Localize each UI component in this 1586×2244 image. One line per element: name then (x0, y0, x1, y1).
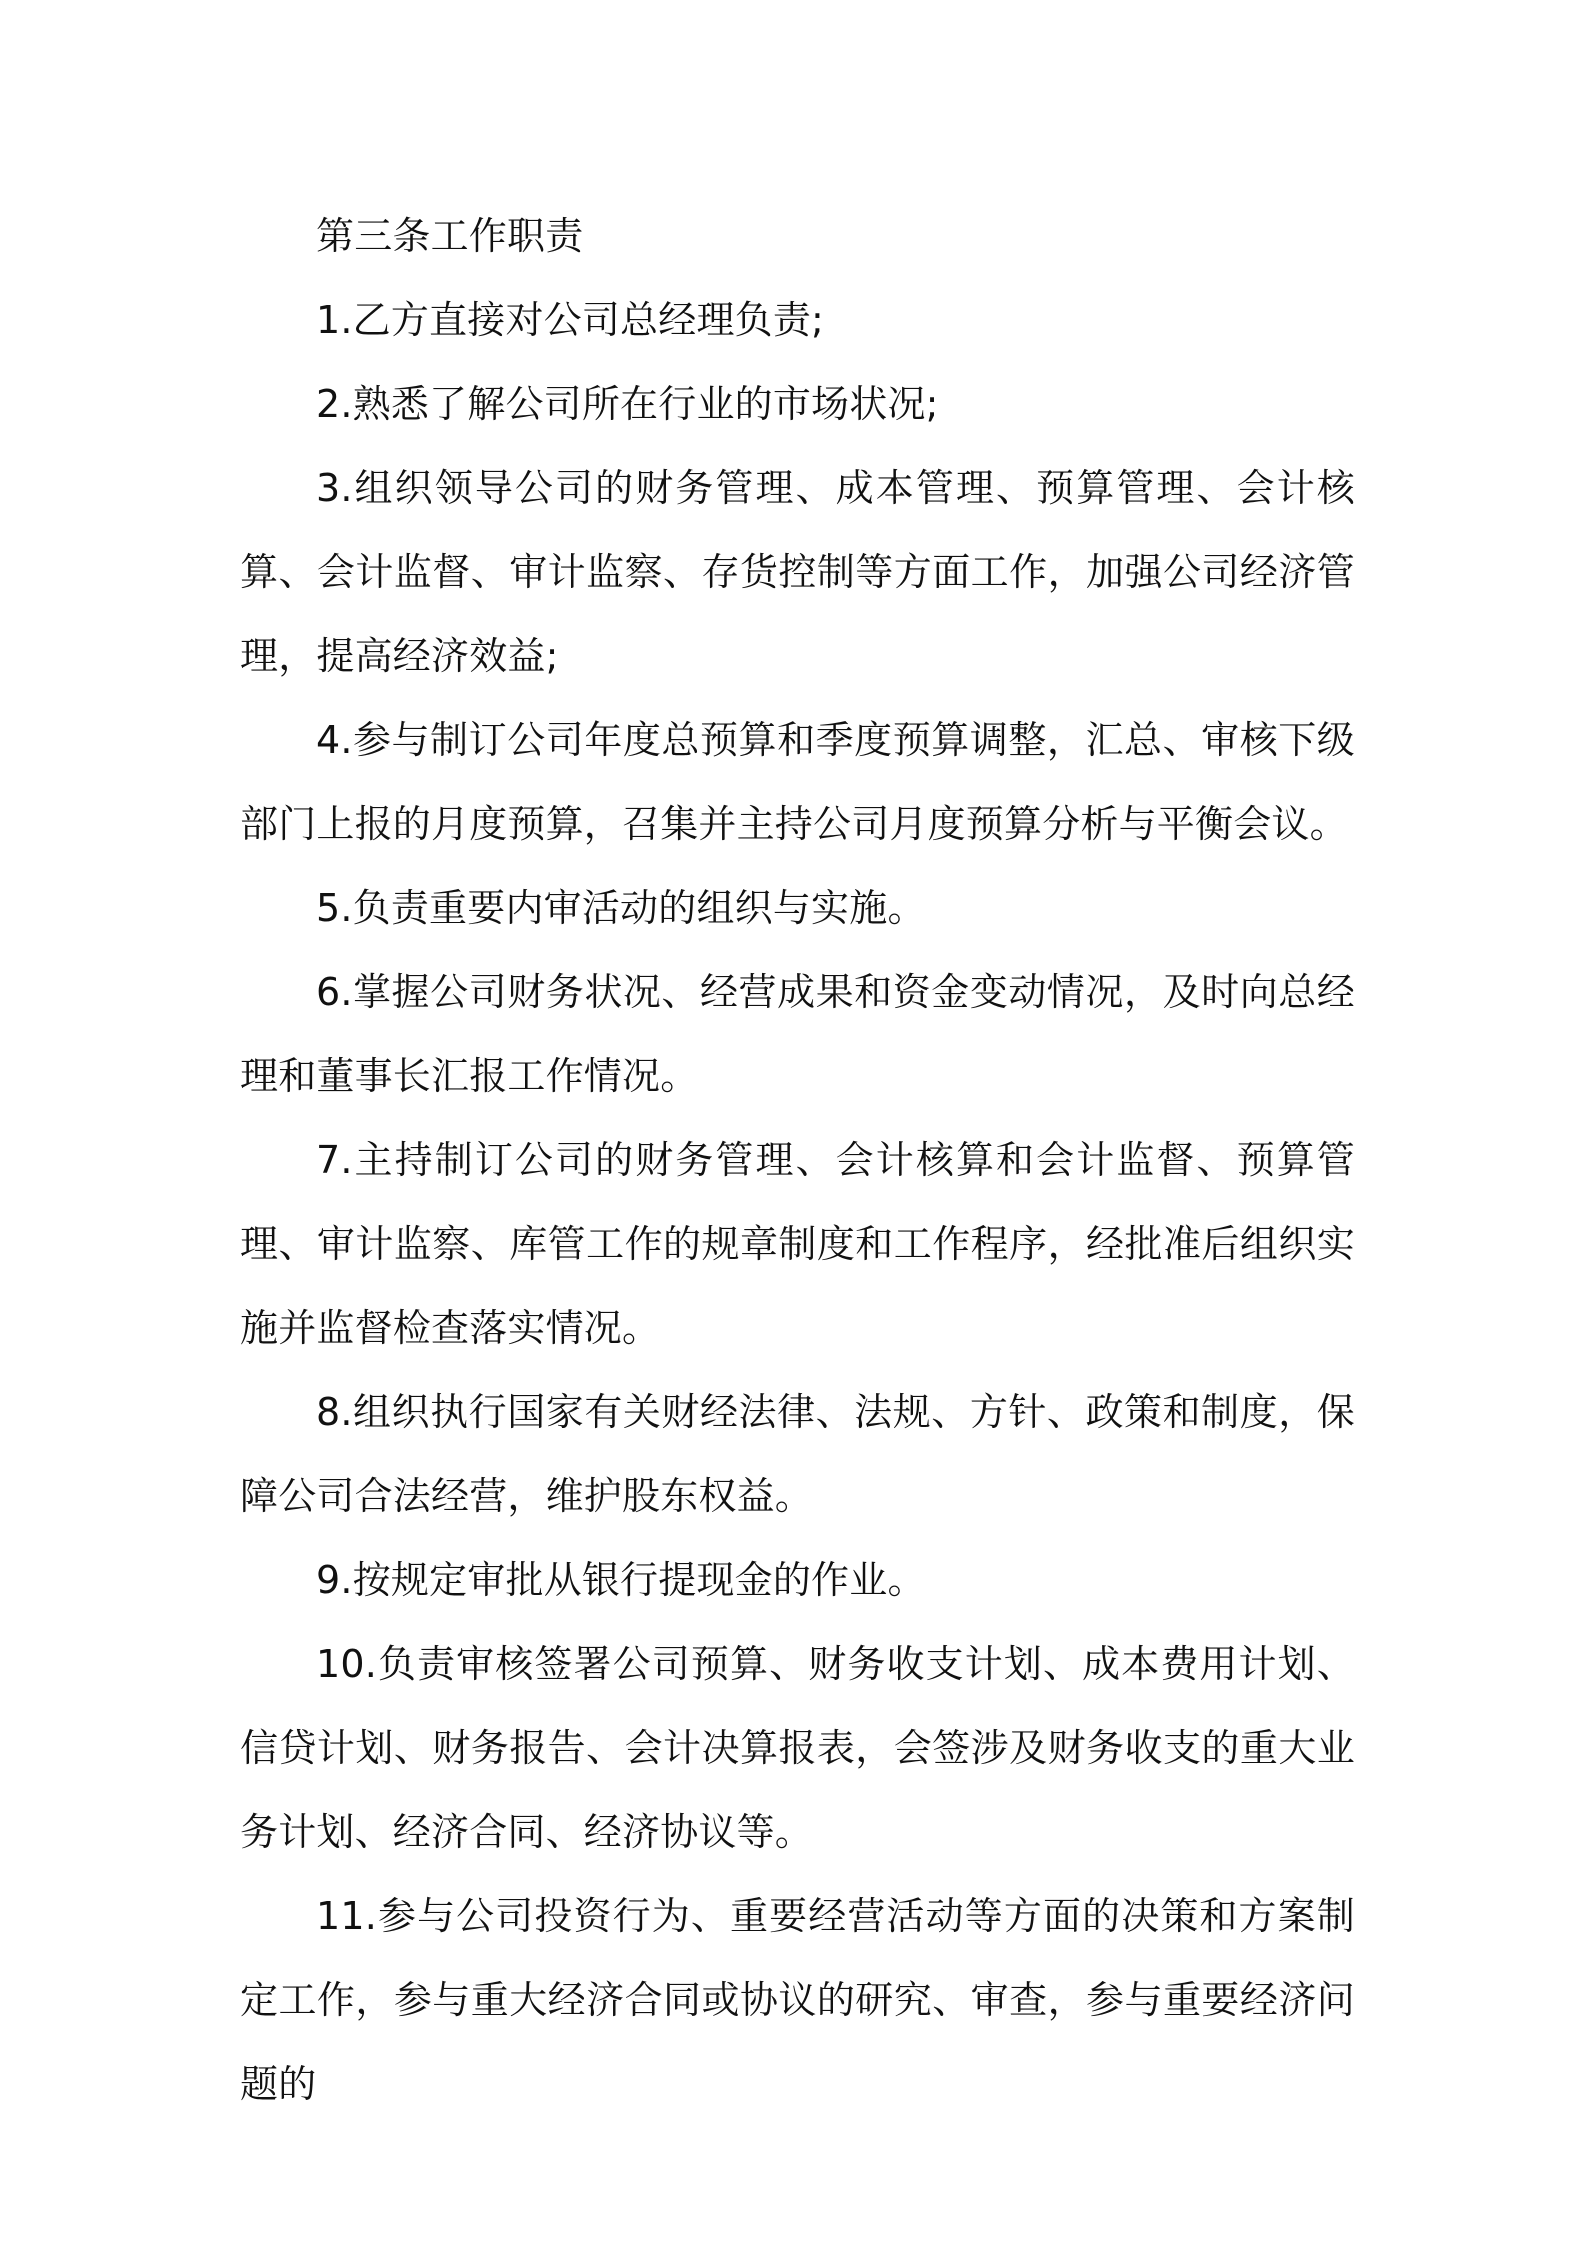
duty-item-1: 1.乙方直接对公司总经理负责; (316, 298, 825, 342)
section-heading: 第三条工作职责 (316, 214, 584, 258)
duty-item-8: 8.组织执行国家有关财经法律、法规、方针、政策和制度，保障公司合法经营，维护股东权益。 (240, 1390, 1355, 1518)
duty-item-4: 4.参与制订公司年度总预算和季度预算调整，汇总、审核下级部门上报的月度预算，召集并主持公司月度预算分析与平衡会议。 (240, 718, 1355, 846)
duty-item-6: 6.掌握公司财务状况、经营成果和资金变动情况，及时向总经理和董事长汇报工作情况。 (240, 970, 1355, 1098)
duty-item-9: 9.按规定审批从银行提现金的作业。 (316, 1558, 926, 1602)
duty-item-5: 5.负责重要内审活动的组织与实施。 (316, 886, 926, 930)
duty-item-10: 10.负责审核签署公司预算、财务收支计划、成本费用计划、信贷计划、财务报告、会计决算报表，会签涉及财务收支的重大业务计划、经济合同、经济协议等。 (240, 1642, 1355, 1854)
duty-item-2: 2.熟悉了解公司所在行业的市场状况; (316, 382, 939, 426)
duty-item-11: 11.参与公司投资行为、重要经营活动等方面的决策和方案制定工作，参与重大经济合同或协议的研究、审查，参与重要经济问题的 (240, 1894, 1355, 2106)
duty-item-3: 3.组织领导公司的财务管理、成本管理、预算管理、会计核算、会计监督、审计监察、存货控制等方面工作，加强公司经济管理，提高经济效益; (240, 466, 1355, 678)
document-body (240, 194, 1355, 2126)
duty-item-7: 7.主持制订公司的财务管理、会计核算和会计监督、预算管理、审计监察、库管工作的规章制度和工作程序，经批准后组织实施并监督检查落实情况。 (240, 1138, 1355, 1350)
